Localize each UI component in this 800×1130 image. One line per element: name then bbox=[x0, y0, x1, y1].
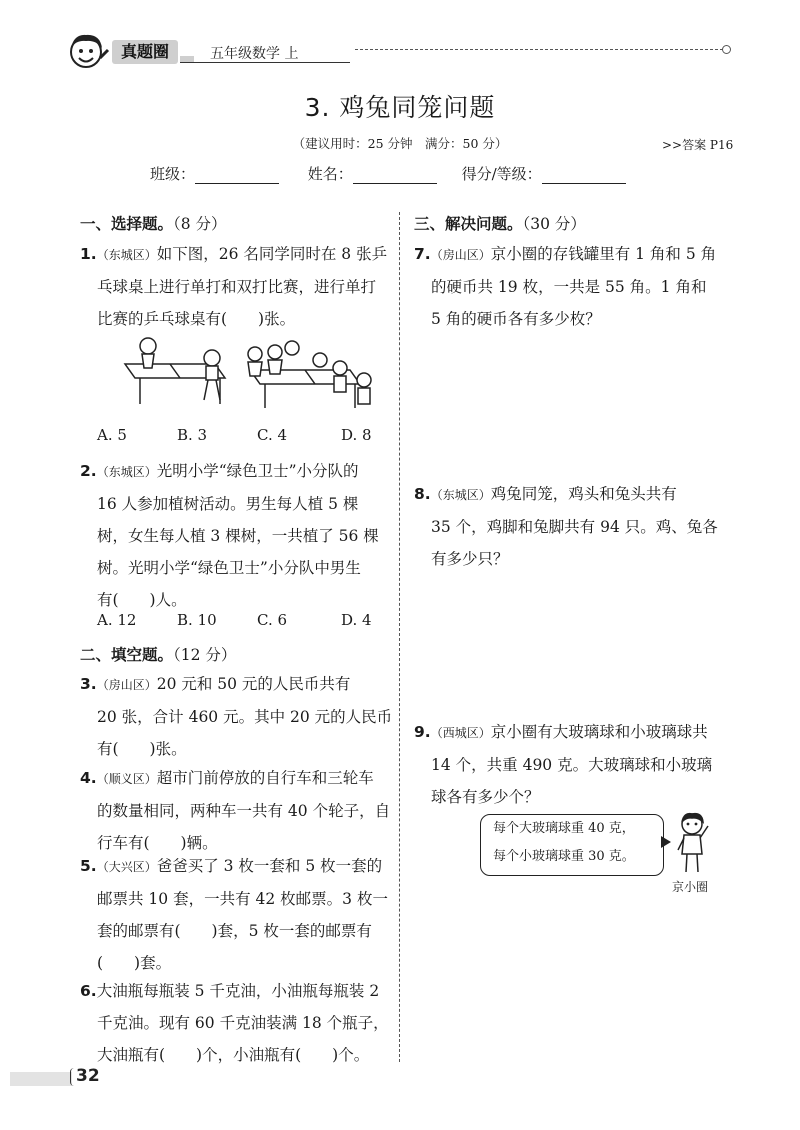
score-field[interactable]: 得分/等级： bbox=[462, 163, 626, 184]
option-b[interactable]: B. 3 bbox=[177, 426, 208, 444]
question-7: 7.（房山区）京小圈的存钱罐里有 1 角和 5 角 的硬币共 19 枚，一共是 55 角。1 角和 5 角的硬币各有多少枚？ bbox=[414, 245, 717, 328]
section-3-title: 三、解决问题。（30 分） bbox=[414, 215, 586, 233]
name-field[interactable]: 姓名： bbox=[308, 163, 437, 184]
question-2: 2.（东城区）光明小学“绿色卫士”小分队的 16 人参加植树活动。男生每人植 5 棵 树，女生每人植 3 棵树，一共植了 56 棵 树。光明小学“绿色卫士”小分队中男生 有( )人。 bbox=[80, 462, 379, 609]
option-c[interactable]: C. 4 bbox=[257, 426, 288, 444]
question-2-options bbox=[80, 611, 390, 635]
answer-reference: >>答案 P16 bbox=[662, 138, 734, 152]
score-blank[interactable] bbox=[542, 167, 626, 184]
option-d[interactable]: D. 8 bbox=[341, 426, 372, 444]
option-b[interactable]: B. 10 bbox=[177, 611, 217, 629]
page-header bbox=[0, 0, 800, 80]
header-dashed-line bbox=[355, 49, 723, 50]
option-a[interactable]: A. 5 bbox=[97, 426, 127, 444]
name-blank[interactable] bbox=[353, 167, 437, 184]
speech-bubble-tail bbox=[661, 836, 671, 848]
header-end-dot bbox=[722, 45, 731, 54]
question-8: 8.（东城区）鸡兔同笼，鸡头和兔头共有 35 个，鸡脚和兔脚共有 94 只。鸡、兔各 有多少只？ bbox=[414, 485, 718, 568]
time-score-note: （建议用时：25 分钟 满分：50 分） bbox=[292, 136, 508, 151]
question-9: 9.（西城区）京小圈有大玻璃球和小玻璃球共 14 个，共重 490 克。大玻璃球和小玻璃 球各有多少个？ bbox=[414, 723, 713, 806]
section-1-title: 一、选择题。（8 分） bbox=[80, 215, 227, 233]
section-2-title: 二、填空题。（12 分） bbox=[80, 646, 237, 664]
question-1: 1.（东城区）如下图，26 名同学同时在 8 张乒 乓球桌上进行单打和双打比赛，进行单打 比赛的乒乓球桌有( )张。 bbox=[80, 245, 388, 328]
question-3: 3.（房山区）20 元和 50 元的人民币共有 20 张，合计 460 元。其中 20 元的人民币 有( )张。 bbox=[80, 675, 393, 758]
speaker-label: 京小圈 bbox=[672, 880, 709, 894]
student-info-row bbox=[150, 163, 634, 184]
page-number: 32 bbox=[76, 1066, 100, 1086]
class-field[interactable]: 班级： bbox=[150, 163, 279, 184]
mascot-icon bbox=[62, 28, 110, 76]
page-number-band bbox=[10, 1072, 72, 1086]
page-title: 3. 鸡兔同笼问题 bbox=[304, 93, 496, 122]
option-d[interactable]: D. 4 bbox=[341, 611, 372, 629]
question-1-options bbox=[80, 426, 390, 450]
header-underline bbox=[180, 62, 350, 63]
boy-character-icon bbox=[672, 812, 712, 874]
ping-pong-illustration bbox=[120, 334, 390, 414]
brand-badge: 真题圈 bbox=[112, 40, 178, 64]
class-blank[interactable] bbox=[195, 167, 279, 184]
question-5: 5.（大兴区）爸爸买了 3 枚一套和 5 枚一套的 邮票共 10 套，一共有 42 枚邮票。3 枚一 套的邮票有( )套，5 枚一套的邮票有 ( )套。 bbox=[80, 857, 388, 972]
speech-bubble: 每个大玻璃球重 40 克， 每个小玻璃球重 30 克。 bbox=[480, 814, 664, 876]
question-4: 4.（顺义区）超市门前停放的自行车和三轮车 的数量相同，两种车一共有 40 个轮子，自 行车有( )辆。 bbox=[80, 769, 391, 852]
option-c[interactable]: C. 6 bbox=[257, 611, 288, 629]
grade-label: 五年级数学 上 bbox=[210, 46, 299, 62]
question-6: 6.大油瓶每瓶装 5 千克油，小油瓶每瓶装 2 千克油。现有 60 千克油装满 18 个瓶子， 大油瓶有( )个，小油瓶有( )个。 bbox=[80, 982, 389, 1064]
option-a[interactable]: A. 12 bbox=[97, 611, 137, 629]
column-divider bbox=[399, 212, 400, 1062]
